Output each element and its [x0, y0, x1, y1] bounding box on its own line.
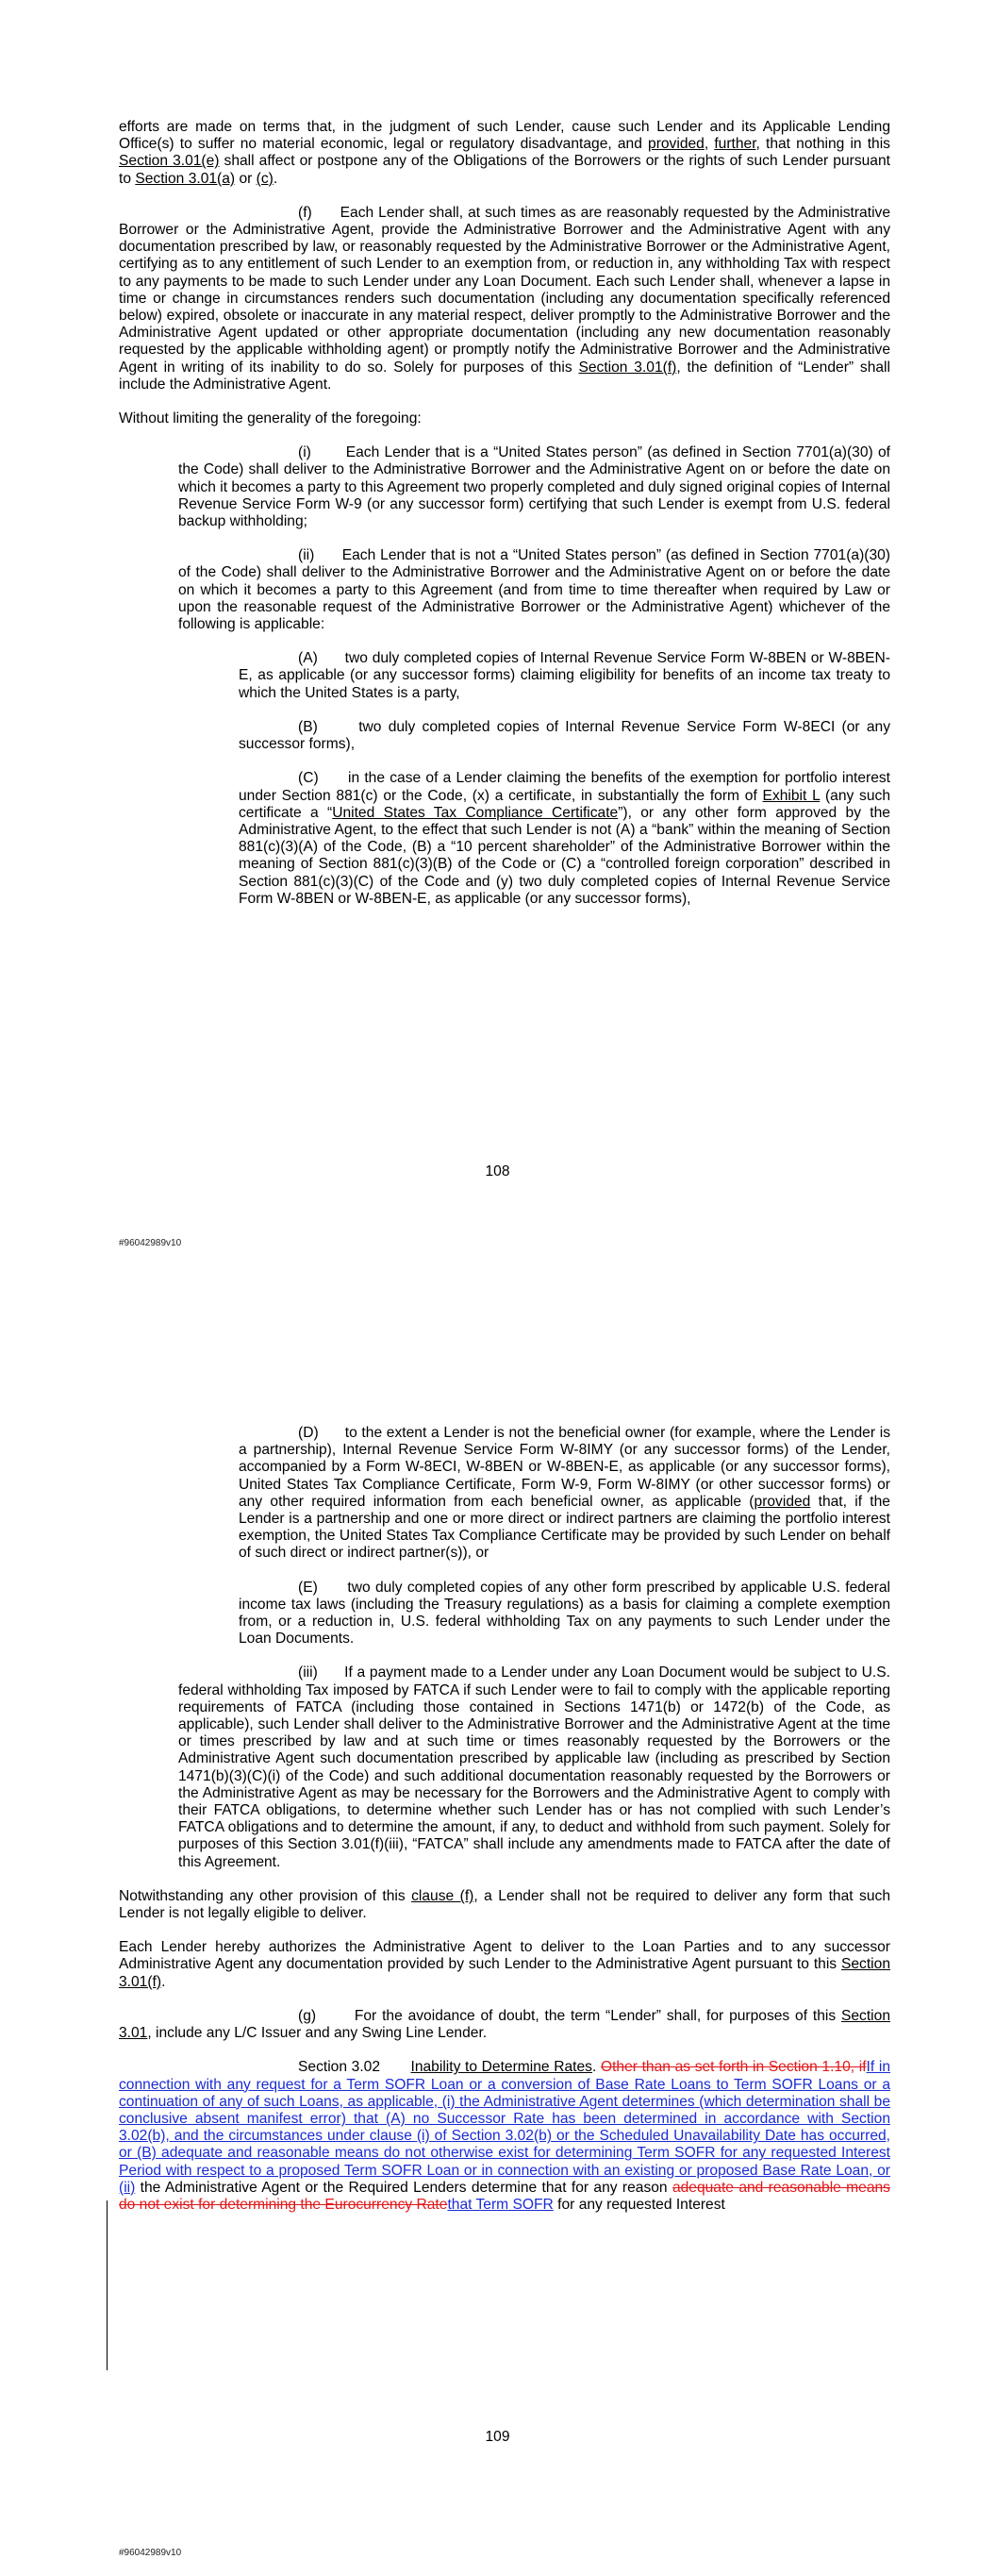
item-a: (A) two duly completed copies of Internal Revenue Service Form W-8BEN or W-8BEN-E, as applicable (or any successor forms) claiming eligibility for benefits of an income tax treaty to which the United States is a party,: [239, 650, 890, 701]
paragraph-continuation: efforts are made on terms that, in the judgment of such Lender, cause such Lender and its Applicable Lending Office(s) to suffer no material economic, legal or regulatory disadvantage, and provided, further, that nothing in this Section 3.01(e) shall affect or postpone any of the Obligations of the Borrowers or the rights of such Lender pursuant to Section 3.01(a) or (c).: [119, 119, 890, 187]
item-b: (B) two duly completed copies of Internal Revenue Service Form W-8ECI (or any successor forms),: [239, 718, 890, 753]
item-e: (E) two duly completed copies of any other form prescribed by applicable U.S. federal income tax laws (including the Treasury regulations) as a basis for claiming a complete exemption from, or a reduction in, U.S. federal withholding Tax on any payments to such Lender under the Loan Documents.: [239, 1579, 890, 1648]
document-page-108: [0, 0, 995, 1264]
item-i: (i) Each Lender that is a “United States person” (as defined in Section 7701(a)(30) of the Code) shall deliver to the Administrative Borrower and the Administrative Agent on or before the date on which it becomes a party to this Agreement two properly completed and duly signed original copies of Internal Revenue Service Form W-9 (or any successor form) certifying that such Lender is exempt from U.S. federal backup withholding;: [178, 444, 890, 530]
page-number: 109: [485, 2429, 510, 2445]
section-ref: Section 3.01(f): [119, 1956, 890, 1990]
inserted-text: If in connection with any request for a Term SOFR Loan or a conversion of Base Rate Loans to Term SOFR Loans or a continuation of any of such Loans, as applicable, (i) the Administrative Agent determines (which determination shall be conclusive absent manifest error) that (A) no Successor Rate has been determined in accordance with Section 3.02(b), and the circumstances under clause (i) of Section 3.02(b) or the Scheduled Unavailability Date has occurred, or (B) adequate and reasonable means do not otherwise exist for determining Term SOFR for any requested Interest Period with respect to a proposed Term SOFR Loan or in connection with an existing or proposed Base Rate Loan, or (ii): [119, 2059, 890, 2196]
each-lender-paragraph: Each Lender hereby authorizes the Administrative Agent to deliver to the Loan Parties and to any successor Administrative Agent any documentation provided by such Lender to the Administrative Agent pursuant to this Section 3.01(f).: [119, 1939, 890, 1990]
section-heading: Inability to Determine Rates: [410, 2059, 592, 2076]
deleted-text: Other than as set forth in Section 1.10, if: [600, 2059, 867, 2076]
exhibit-ref: Exhibit L: [762, 787, 821, 804]
section-ref: Section 3.01(f): [578, 359, 677, 376]
section-ref: (c): [256, 170, 274, 187]
item-ii: (ii) Each Lender that is not a “United States person” (as defined in Section 7701(a)(30) of the Code) shall deliver to the Administrative Borrower and the Administrative Agent on or before the date on which it becomes a party to this Agreement (and from time to time thereafter when required by Law or upon the reasonable request of the Administrative Borrower or the Administrative Agent) whichever of the following is applicable:: [178, 547, 890, 633]
subclause-block-d-e: [239, 1425, 890, 1648]
page-number: 108: [485, 1163, 510, 1179]
clause-ref: clause (f): [411, 1887, 474, 1904]
section-label: Section 3.02: [298, 2059, 411, 2076]
subclause-block-i-ii: [178, 444, 890, 633]
provided-term: provided: [648, 136, 705, 153]
section-3-02-paragraph: Section 3.02 Inability to Determine Rates. Other than as set forth in Section 1.10, ifIf in connection with any request for a Term SOFR Loan or a conversion of Base Rate Loans to Term SOFR Loans or a continuation of any of such Loans, as applicable, (i) the Administrative Agent determines (which determination shall be conclusive absent manifest error) that (A) no Successor Rate has been determined in accordance with Section 3.02(b), and the circumstances under clause (i) of Section 3.02(b) or the Scheduled Unavailability Date has occurred, or (B) adequate and reasonable means do not otherwise exist for determining Term SOFR for any requested Interest Period with respect to a proposed Term SOFR Loan or in connection with an existing or proposed Base Rate Loan, or (ii) the Administrative Agent or the Required Lenders determine that for any reason adequate and reasonable means do not exist for determining the Eurocurrency Ratethat Term SOFR for any requested Interest: [119, 2059, 890, 2213]
subclause-block-a-c: [239, 650, 890, 908]
further-term: further: [714, 136, 756, 153]
section-ref: Section 3.01: [119, 2007, 890, 2042]
without-limiting-text: Without limiting the generality of the foregoing:: [119, 410, 422, 427]
subclause-block-iii: [178, 1664, 890, 1870]
paragraph-f: (f) Each Lender shall, at such times as are reasonably requested by the Administrative Borrower or the Administrative Agent, provide the Administrative Borrower and the Administrative Agent with any documentation prescribed by law, or reasonably requested by the Administrative Borrower or the Administrative Agent, certifying as to any entitlement of such Lender to an exemption from, or reduction in, any withholding Tax with respect to any payments to be made to such Lender under any Loan Document. Each such Lender shall, whenever a lapse in time or change in circumstances renders such documentation (including any documentation specifically referenced below) expired, obsolete or inaccurate in any material respect, deliver promptly to the Administrative Borrower and the Administrative Agent updated or other appropriate documentation (including any new documentation reasonably requested by the applicable withholding agent) or promptly notify the Administrative Borrower and the Administrative Agent in writing of its inability to do so. Solely for purposes of this Section 3.01(f), the definition of “Lender” shall include the Administrative Agent.: [119, 204, 890, 393]
deleted-text: adequate and reasonable means do not exist for determining the Eurocurrency Rate: [119, 2179, 890, 2213]
page-108-body: [119, 119, 890, 925]
document-page-109: [0, 1264, 995, 2576]
change-bar: [107, 2200, 108, 2370]
document-id: #96042989v10: [119, 2548, 182, 2558]
item-c: (C) in the case of a Lender claiming the benefits of the exemption for portfolio interest under Section 881(c) or the Code, (x) a certificate, in substantially the form of Exhibit L (any such certificate a “United States Tax Compliance Certificate”), or any other form approved by the Administrative Agent, to the effect that such Lender is not (A) a “bank” within the meaning of Section 881(c)(3)(A) of the Code, (B) a “10 percent shareholder” of the Administrative Borrower within the meaning of Section 881(c)(3)(B) of the Code or (C) a “controlled foreign corporation” described in Section 881(c)(3)(C) of the Code and (y) two duly completed copies of Internal Revenue Service Form W-8BEN or W-8BEN-E, as applicable (or any successor forms),: [239, 770, 890, 907]
notwithstanding-paragraph: Notwithstanding any other provision of this clause (f), a Lender shall not be required to deliver any form that such Lender is not legally eligible to deliver.: [119, 1887, 890, 1922]
provided-term: provided: [754, 1493, 811, 1510]
document-id: #96042989v10: [119, 1238, 182, 1248]
item-iii: (iii) If a payment made to a Lender under any Loan Document would be subject to U.S. federal withholding Tax imposed by FATCA if such Lender were to fail to comply with the applicable reporting requirements of FATCA (including those contained in Sections 1471(b) or 1472(b) of the Code, as applicable), such Lender shall deliver to the Administrative Borrower and the Administrative Agent at the time or times prescribed by law and at such time or times reasonably requested by the Borrowers or the Administrative Agent such documentation prescribed by applicable law (including as prescribed by Section 1471(b)(3)(C)(i) of the Code) and such additional documentation reasonably requested by the Borrowers or the Administrative Agent as may be necessary for the Borrowers and the Administrative Agent to comply with their FATCA obligations, to determine whether such Lender has or has not complied with such Lender’s FATCA obligations and to determine the amount, if any, to deduct and withhold from such payment. Solely for purposes of this Section 3.01(f)(iii), “FATCA” shall include any amendments made to FATCA after the date of this Agreement.: [178, 1664, 890, 1870]
section-ref: Section 3.01(a): [135, 170, 236, 187]
page-109-body: [119, 1425, 890, 2231]
paragraph-g: (g) For the avoidance of doubt, the term “Lender” shall, for purposes of this Section 3.01, include any L/C Issuer and any Swing Line Lender.: [119, 2007, 890, 2042]
defined-term: United States Tax Compliance Certificate: [332, 804, 619, 821]
inserted-text: that Term SOFR: [447, 2196, 554, 2213]
section-ref: Section 3.01(e): [119, 153, 220, 170]
item-d: (D) to the extent a Lender is not the beneficial owner (for example, where the Lender is a partnership), Internal Revenue Service Form W-8IMY (or any successor forms) of the Lender, accompanied by a Form W-8ECI, W-8BEN or W-8BEN-E, as applicable (or any successor forms), United States Tax Compliance Certificate, Form W-9, Form W-8IMY (or other successor forms) or any other required information from each beneficial owner, as applicable (provided that, if the Lender is a partnership and one or more direct or indirect partners are claiming the portfolio interest exemption, the United States Tax Compliance Certificate may be provided by such Lender on behalf of such direct or indirect partner(s)), or: [239, 1425, 890, 1562]
